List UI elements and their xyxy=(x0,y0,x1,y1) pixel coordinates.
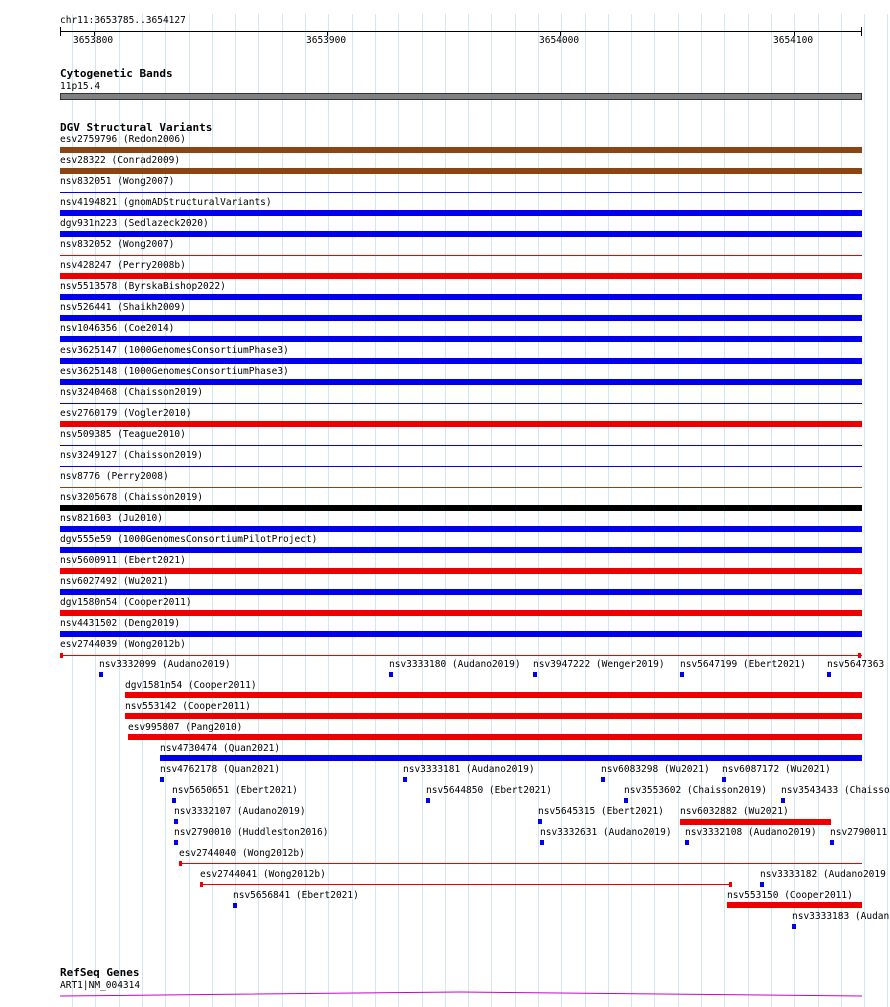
ruler-tick-label: 3654000 xyxy=(539,35,580,46)
feature-mark[interactable] xyxy=(827,672,831,677)
track-bar[interactable] xyxy=(60,655,862,656)
track-bar[interactable] xyxy=(60,568,862,574)
gene-label[interactable]: ART1|NM_004314 xyxy=(60,980,141,991)
feature-label[interactable]: nsv6083298 (Wu2021) xyxy=(601,764,710,775)
track-bar[interactable] xyxy=(60,168,862,174)
feature-label[interactable]: nsv6087172 (Wu2021) xyxy=(722,764,831,775)
track-label[interactable]: nsv832052 (Wong2007) xyxy=(60,239,175,250)
track-bar[interactable] xyxy=(60,255,862,256)
feature-label[interactable]: nsv5647363 xyxy=(827,659,885,670)
feature-mark[interactable] xyxy=(174,840,178,845)
feature-mark[interactable] xyxy=(426,798,430,803)
track-bar[interactable] xyxy=(60,589,862,595)
feature-label[interactable]: nsv5656841 (Ebert2021) xyxy=(233,890,359,901)
feature-label[interactable]: nsv4730474 (Quan2021) xyxy=(160,743,281,754)
feature-mark[interactable] xyxy=(830,840,834,845)
feature-label[interactable]: nsv4762178 (Quan2021) xyxy=(160,764,281,775)
track-label[interactable]: nsv3240468 (Chaisson2019) xyxy=(60,387,203,398)
ruler-tick-label: 3654100 xyxy=(773,35,814,46)
track-bar[interactable] xyxy=(60,273,862,279)
feature-mark[interactable] xyxy=(172,798,176,803)
track-bar[interactable] xyxy=(60,610,862,616)
grid-line xyxy=(864,14,865,1007)
track-bar[interactable] xyxy=(60,210,862,216)
gene-model[interactable] xyxy=(60,989,862,999)
feature-label[interactable]: esv2744040 (Wong2012b) xyxy=(179,848,305,859)
feature-mark[interactable] xyxy=(680,672,684,677)
feature-label[interactable]: dgv1581n54 (Cooper2011) xyxy=(125,680,257,691)
feature-label[interactable]: nsv3332107 (Audano2019) xyxy=(174,806,306,817)
track-bar[interactable] xyxy=(60,192,862,193)
feature-bar[interactable] xyxy=(125,692,862,698)
track-label[interactable]: nsv821603 (Ju2010) xyxy=(60,513,163,524)
track-bar[interactable] xyxy=(60,315,862,321)
feature-mark[interactable] xyxy=(389,672,393,677)
track-bar[interactable] xyxy=(60,403,862,404)
feature-label[interactable]: nsv3332099 (Audano2019) xyxy=(99,659,231,670)
feature-endcap[interactable] xyxy=(729,882,732,887)
cytoband-bar[interactable] xyxy=(60,93,862,100)
feature-endcap[interactable] xyxy=(858,653,861,658)
track-bar[interactable] xyxy=(60,526,862,532)
feature-label[interactable]: nsv2790010 (Huddleston2016) xyxy=(174,827,329,838)
track-bar[interactable] xyxy=(60,421,862,427)
track-label[interactable]: nsv1046356 (Coe2014) xyxy=(60,323,175,334)
location-label: chr11:3653785..3654127 xyxy=(60,15,186,26)
feature-label[interactable]: nsv5644850 (Ebert2021) xyxy=(426,785,552,796)
feature-label[interactable]: nsv553142 (Cooper2011) xyxy=(125,701,251,712)
ruler-tick-label: 3653900 xyxy=(306,35,347,46)
grid-line xyxy=(887,14,888,1007)
track-label[interactable]: esv2760179 (Vogler2010) xyxy=(60,408,192,419)
feature-mark[interactable] xyxy=(685,840,689,845)
track-label[interactable]: nsv4194821 (gnomADStructuralVariants) xyxy=(60,197,272,208)
feature-mark[interactable] xyxy=(99,672,103,677)
track-bar[interactable] xyxy=(60,379,862,385)
feature-line[interactable] xyxy=(200,884,732,885)
feature-label[interactable]: nsv5647199 (Ebert2021) xyxy=(680,659,806,670)
feature-label[interactable]: nsv3333181 (Audano2019) xyxy=(403,764,535,775)
feature-mark[interactable] xyxy=(538,819,542,824)
feature-mark[interactable] xyxy=(160,777,164,782)
ruler-tick-label: 3653800 xyxy=(73,35,114,46)
feature-mark[interactable] xyxy=(781,798,785,803)
track-label[interactable]: esv2744039 (Wong2012b) xyxy=(60,639,186,650)
feature-label[interactable]: nsv3333182 (Audano2019 xyxy=(760,869,886,880)
track-label[interactable]: nsv3249127 (Chaisson2019) xyxy=(60,450,203,461)
feature-mark[interactable] xyxy=(792,924,796,929)
feature-mark[interactable] xyxy=(601,777,605,782)
ruler-left-arrow xyxy=(60,27,61,36)
feature-label[interactable]: nsv6032882 (Wu2021) xyxy=(680,806,789,817)
feature-endcap[interactable] xyxy=(60,653,63,658)
feature-label[interactable]: nsv3332108 (Audano2019) xyxy=(685,827,817,838)
feature-mark[interactable] xyxy=(174,819,178,824)
track-label[interactable]: nsv5513578 (ByrskaBishop2022) xyxy=(60,281,226,292)
track-bar[interactable] xyxy=(60,294,862,300)
track-bar[interactable] xyxy=(60,231,862,237)
feature-mark[interactable] xyxy=(722,777,726,782)
feature-label[interactable]: nsv5650651 (Ebert2021) xyxy=(172,785,298,796)
track-label[interactable]: esv3625147 (1000GenomesConsortiumPhase3) xyxy=(60,345,289,356)
track-bar[interactable] xyxy=(60,547,862,553)
track-label[interactable]: nsv4431502 (Deng2019) xyxy=(60,618,181,629)
feature-mark[interactable] xyxy=(233,903,237,908)
track-label[interactable]: dgv931n223 (Sedlazeck2020) xyxy=(60,218,209,229)
feature-bar[interactable] xyxy=(727,902,862,908)
track-label[interactable]: nsv8776 (Perry2008) xyxy=(60,471,169,482)
feature-label[interactable]: nsv3553602 (Chaisson2019) xyxy=(624,785,767,796)
track-bar[interactable] xyxy=(60,336,862,342)
cytoband-title: Cytogenetic Bands xyxy=(60,67,173,80)
feature-label[interactable]: esv995807 (Pang2010) xyxy=(128,722,243,733)
track-label[interactable]: esv3625148 (1000GenomesConsortiumPhase3) xyxy=(60,366,289,377)
track-bar[interactable] xyxy=(60,445,862,446)
track-bar[interactable] xyxy=(60,487,862,488)
feature-label[interactable]: nsv3333183 (Audan xyxy=(792,911,890,922)
refseq-title: RefSeq Genes xyxy=(60,966,140,979)
ruler-right-arrow xyxy=(861,27,862,36)
track-label[interactable]: nsv3205678 (Chaisson2019) xyxy=(60,492,203,503)
track-label[interactable]: nsv5600911 (Ebert2021) xyxy=(60,555,186,566)
track-label[interactable]: dgv1580n54 (Cooper2011) xyxy=(60,597,192,608)
feature-label[interactable]: nsv553150 (Cooper2011) xyxy=(727,890,853,901)
track-label[interactable]: nsv428247 (Perry2008b) xyxy=(60,260,186,271)
cytoband-name: 11p15.4 xyxy=(60,81,101,92)
feature-mark[interactable] xyxy=(624,798,628,803)
feature-bar[interactable] xyxy=(680,819,831,825)
track-bar[interactable] xyxy=(60,358,862,364)
feature-mark[interactable] xyxy=(403,777,407,782)
feature-mark[interactable] xyxy=(760,882,764,887)
feature-mark[interactable] xyxy=(533,672,537,677)
feature-label[interactable]: nsv3543433 (Chaisso xyxy=(781,785,890,796)
track-label[interactable]: dgv555e59 (1000GenomesConsortiumPilotProject) xyxy=(60,534,318,545)
dgv-title: DGV Structural Variants xyxy=(60,121,213,134)
feature-label[interactable]: nsv2790011 xyxy=(830,827,888,838)
feature-mark[interactable] xyxy=(540,840,544,845)
ruler-axis xyxy=(60,31,862,32)
feature-label[interactable]: esv2744041 (Wong2012b) xyxy=(200,869,326,880)
feature-line[interactable] xyxy=(179,863,862,864)
feature-label[interactable]: nsv5645315 (Ebert2021) xyxy=(538,806,664,817)
track-bar[interactable] xyxy=(60,147,862,153)
track-bar[interactable] xyxy=(60,505,862,511)
track-label[interactable]: nsv526441 (Shaikh2009) xyxy=(60,302,186,313)
track-bar[interactable] xyxy=(60,466,862,467)
track-label[interactable]: esv2759796 (Redon2006) xyxy=(60,134,186,145)
track-label[interactable]: nsv509385 (Teague2010) xyxy=(60,429,186,440)
feature-label[interactable]: nsv3332631 (Audano2019) xyxy=(540,827,672,838)
feature-bar[interactable] xyxy=(125,713,862,719)
track-label[interactable]: nsv6027492 (Wu2021) xyxy=(60,576,169,587)
feature-bar[interactable] xyxy=(160,755,862,761)
track-label[interactable]: esv28322 (Conrad2009) xyxy=(60,155,181,166)
feature-label[interactable]: nsv3333180 (Audano2019) xyxy=(389,659,521,670)
track-bar[interactable] xyxy=(60,631,862,637)
feature-label[interactable]: nsv3947222 (Wenger2019) xyxy=(533,659,665,670)
track-label[interactable]: nsv832051 (Wong2007) xyxy=(60,176,175,187)
feature-bar[interactable] xyxy=(128,734,862,740)
